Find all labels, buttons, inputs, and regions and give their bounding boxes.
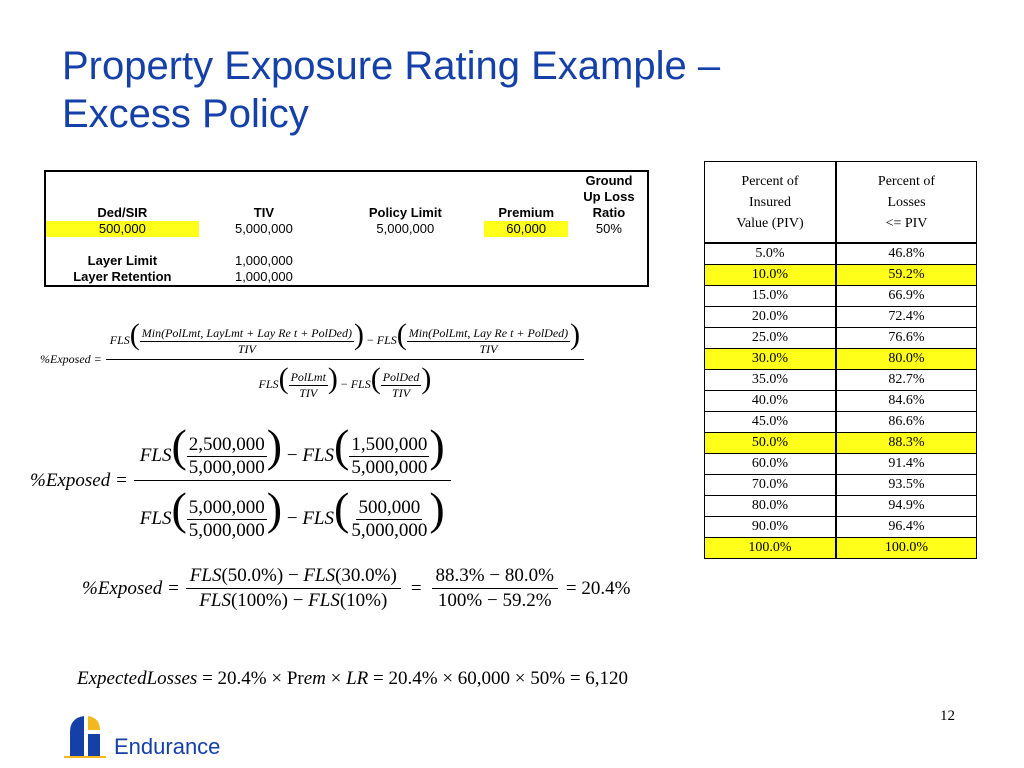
endurance-logo-icon: [62, 710, 110, 760]
formula3-n2: 80.0%: [504, 565, 554, 586]
layer-limit-value: 1,000,000: [234, 253, 293, 268]
piv-row: [705, 370, 977, 391]
value-gulr: 50%: [595, 221, 622, 236]
piv-table: [704, 161, 977, 559]
losses-header-line: <= PIV: [885, 215, 928, 231]
formula2-base: 5,000,000: [351, 520, 428, 542]
piv-cell: 20.0%: [705, 307, 837, 328]
formula3-b: 30.0%: [341, 565, 391, 586]
formula-symbolic: %Exposed = FLS( $\frac{\text{Min(PolLmt, LayLmt + Lay Re t + PolDed)}}{\text{TIV}}$ ) − FLS( $\frac{\text{Min(PolLmt, Lay Re t + PolDed)}}{\text{TIV}}$ ) FLS( $\frac{\text{PolLmt}}{\text{TIV}}$ ) − FLS( $\frac{\text{PolDed}}{\text{TIV}}$ ): [40, 316, 584, 403]
formula-numeric: %Exposed = FLS( $\frac{2,500,000}{5,000,000}$ ) − FLS( $\frac{1,500,000}{5,000,000}$ ) FLS( $\frac{5,000,000}{5,000,000}$ ) − FLS( $\frac{500,000}{5,000,000}$ ): [30, 418, 451, 543]
losses-header: [836, 162, 977, 244]
piv-row: [705, 475, 977, 496]
piv-row: [705, 412, 977, 433]
formula3-d: 10%: [346, 590, 381, 611]
piv-cell: 40.0%: [705, 391, 837, 412]
formula2-d1: 5,000,000: [188, 497, 265, 519]
minus-sign: −: [286, 508, 298, 530]
piv-cell: 5.0%: [705, 243, 837, 265]
losses-cell: 94.9%: [836, 496, 977, 517]
minus-sign: −: [340, 376, 348, 391]
page-number: 12: [940, 708, 955, 724]
losses-cell: 93.5%: [836, 475, 977, 496]
piv-cell: 90.0%: [705, 517, 837, 538]
piv-header-line: Insured: [749, 194, 791, 210]
header-gulr-3: Ratio: [592, 205, 626, 220]
piv-cell: 45.0%: [705, 412, 837, 433]
formula4-part: = 20.4% × 60,000 × 50% = 6,120: [368, 668, 629, 689]
losses-header-line: Losses: [887, 194, 926, 210]
piv-cell: 30.0%: [705, 349, 837, 370]
value-tiv: 5,000,000: [234, 221, 293, 236]
piv-row: [705, 328, 977, 349]
formula1-num-a: Min(PolLmt, LayLmt + Lay Re t + PolDed): [141, 325, 352, 340]
minus-sign: −: [489, 565, 501, 586]
formula4-part: em: [303, 668, 326, 689]
piv-cell: 70.0%: [705, 475, 837, 496]
header-gulr-1: Ground: [585, 173, 633, 188]
fls-term: FLS: [303, 565, 336, 586]
losses-cell: 96.4%: [836, 517, 977, 538]
losses-cell: 76.6%: [836, 328, 977, 349]
piv-row: [705, 538, 977, 559]
formula-percent: %Exposed = $\frac{\text{FLS(50.0\%) − FLS(30.0\%)}}{\text{FLS(100\%) − FLS(10\%)}}$ = $\frac{88.3\% - 80.0\%}{100\% - 59.2\%}$ = 20.4%: [82, 565, 631, 611]
fls-term: FLS: [258, 376, 279, 391]
formula3-d2: 59.2%: [502, 590, 552, 611]
endurance-logo-text: Endurance: [114, 734, 221, 759]
piv-row: [705, 433, 977, 454]
piv-cell: 80.0%: [705, 496, 837, 517]
formula1-num-b: Min(PolLmt, Lay Re t + PolDed): [408, 325, 569, 340]
fls-term: FLS: [308, 590, 340, 611]
value-premium: 60,000: [484, 221, 568, 237]
formula3-lhs: %Exposed =: [82, 577, 180, 599]
piv-header-line: Value (PIV): [736, 215, 804, 231]
losses-cell: 72.4%: [836, 307, 977, 328]
formula3-a: 50.0%: [227, 565, 277, 586]
piv-cell: 35.0%: [705, 370, 837, 391]
piv-row: [705, 349, 977, 370]
header-premium: Premium: [498, 205, 555, 220]
formula-expected-losses: [77, 668, 628, 690]
formula2-base: 5,000,000: [351, 457, 428, 479]
header-tiv: TIV: [253, 205, 275, 220]
formula4-part: LR: [346, 668, 369, 689]
piv-cell: 100.0%: [705, 538, 837, 559]
fls-term: FLS: [302, 508, 335, 530]
piv-row: [705, 454, 977, 475]
fls-term: FLS: [189, 565, 222, 586]
formula3-result: = 20.4%: [565, 577, 631, 599]
piv-row: [705, 265, 977, 286]
piv-cell: 25.0%: [705, 328, 837, 349]
losses-cell: 59.2%: [836, 265, 977, 286]
piv-cell: 60.0%: [705, 454, 837, 475]
layer-retention-value: 1,000,000: [234, 269, 293, 284]
piv-row: [705, 496, 977, 517]
piv-cell: 10.0%: [705, 265, 837, 286]
formula4-part: ×: [325, 668, 347, 689]
fls-term: FLS: [199, 590, 231, 611]
formula3-d1: 100%: [437, 590, 483, 611]
formula1-den-a: PolLmt: [290, 369, 326, 384]
expected-losses-term: ExpectedLosses: [77, 668, 198, 689]
piv-row: [705, 391, 977, 412]
fls-term: FLS: [376, 333, 397, 347]
formula2-base: 5,000,000: [188, 457, 265, 479]
tiv-term: TIV: [392, 385, 411, 400]
losses-cell: 46.8%: [836, 243, 977, 265]
header-ded-sir: Ded/SIR: [97, 205, 148, 220]
minus-sign: −: [487, 590, 498, 611]
slide-title: [62, 42, 922, 138]
formula3-c: 100%: [237, 590, 282, 611]
formula3-n1: 88.3%: [435, 565, 485, 586]
minus-sign: −: [366, 333, 374, 347]
piv-row: [705, 307, 977, 328]
policy-table: [44, 170, 649, 287]
tiv-term: TIV: [299, 385, 318, 400]
formula1-den-b: PolDed: [382, 369, 420, 384]
layer-limit-label: Layer Limit: [87, 253, 158, 268]
piv-row: [705, 286, 977, 307]
fls-term: FLS: [350, 376, 371, 391]
header-policy-limit: Policy Limit: [368, 205, 442, 220]
piv-header-line: Percent of: [741, 173, 799, 189]
formula4-part: = 20.4% × Pr: [197, 668, 304, 689]
minus-sign: −: [287, 565, 299, 586]
piv-cell: 15.0%: [705, 286, 837, 307]
formula2-n2: 1,500,000: [351, 434, 428, 456]
losses-header-line: Percent of: [877, 173, 936, 189]
tiv-term: TIV: [237, 341, 256, 356]
losses-cell: 82.7%: [836, 370, 977, 391]
minus-sign: −: [292, 590, 304, 611]
losses-cell: 88.3%: [836, 433, 977, 454]
fls-term: FLS: [139, 445, 172, 466]
piv-row: [705, 243, 977, 265]
losses-cell: 91.4%: [836, 454, 977, 475]
slide-title-line1: Property Exposure Rating Example –: [62, 44, 721, 88]
slide-title-line2: Excess Policy: [62, 92, 309, 136]
formula1-lhs: %Exposed =: [40, 351, 102, 366]
formula2-base: 5,000,000: [188, 520, 265, 542]
fls-term: FLS: [109, 333, 130, 347]
piv-row: [705, 517, 977, 538]
minus-sign: −: [286, 445, 298, 466]
fls-term: FLS: [139, 508, 172, 530]
losses-cell: 100.0%: [836, 538, 977, 559]
header-gulr-2: Up Loss: [583, 189, 635, 204]
fls-term: FLS: [302, 445, 335, 466]
endurance-logo: [62, 710, 262, 760]
losses-cell: 84.6%: [836, 391, 977, 412]
piv-cell: 50.0%: [705, 433, 837, 454]
formula2-d2: 500,000: [358, 497, 421, 519]
layer-retention-label: Layer Retention: [73, 269, 172, 284]
losses-cell: 86.6%: [836, 412, 977, 433]
piv-header: [705, 162, 837, 244]
losses-cell: 66.9%: [836, 286, 977, 307]
losses-cell: 80.0%: [836, 349, 977, 370]
tiv-term: TIV: [479, 341, 498, 356]
value-ded-sir: 500,000: [46, 221, 199, 237]
formula2-n1: 2,500,000: [188, 434, 265, 456]
value-policy-limit: 5,000,000: [376, 221, 435, 236]
equals-sign: =: [410, 577, 422, 599]
formula2-lhs: %Exposed =: [30, 469, 128, 491]
